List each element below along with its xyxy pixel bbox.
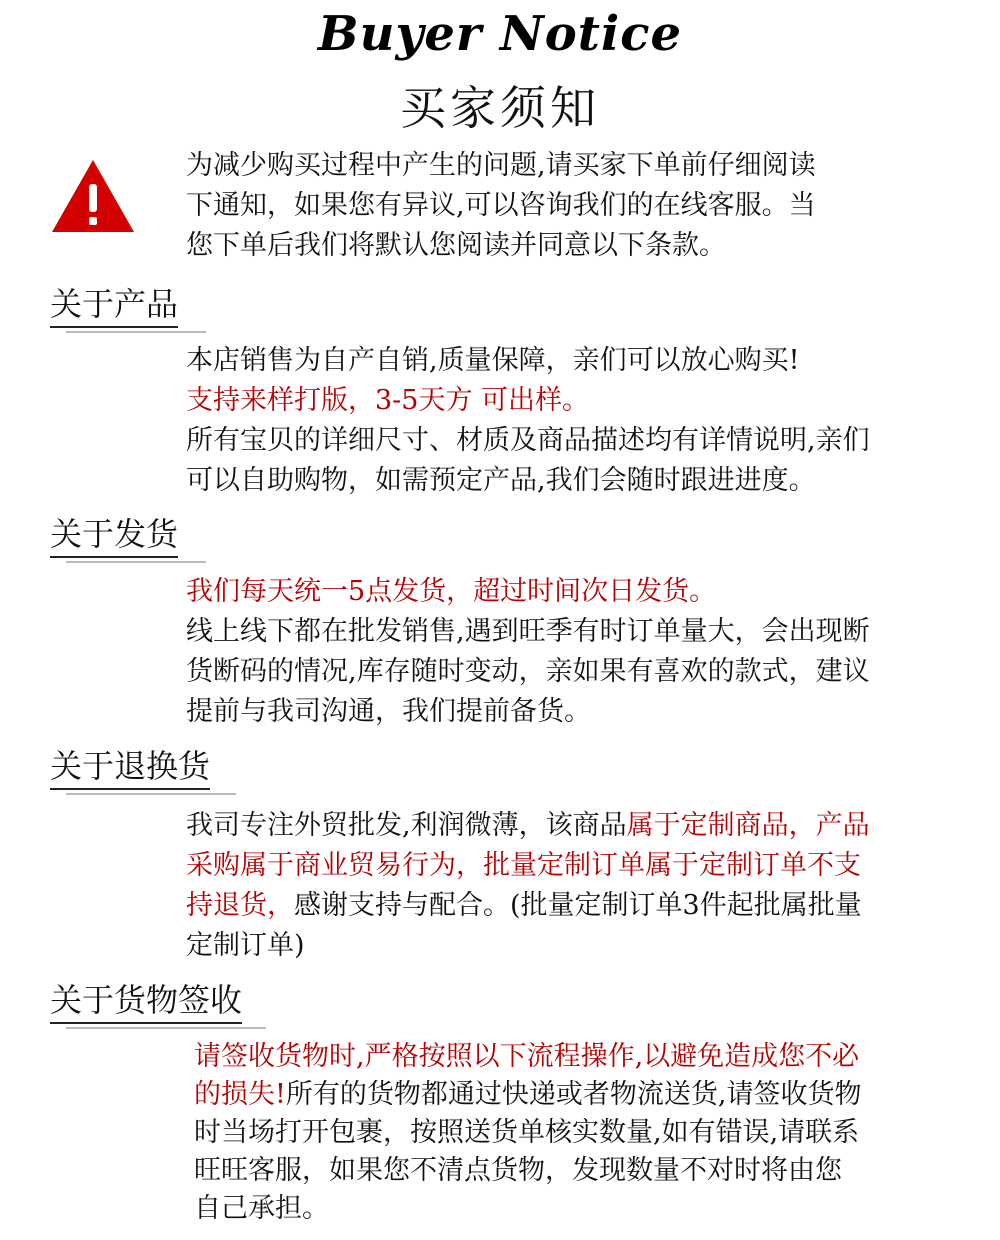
product-line: 所有宝贝的详细尺寸、材质及商品描述均有详情说明,亲们: [186, 425, 870, 456]
section-title-text: 关于货物签收: [50, 981, 243, 1019]
returns-line: [186, 806, 870, 846]
shipping-line: 提前与我司沟通，我们提前备货。: [186, 696, 591, 727]
receipt-line: [194, 1076, 861, 1114]
product-line-emphasis: 支持来样打版，3-5天方 可出样。: [186, 385, 590, 416]
product-line: 本店销售为自产自销,质量保障，亲们可以放心购买!: [186, 345, 800, 376]
receipt-text: 所有的货物都通过快递或者物流送货,请签收货物: [285, 1079, 862, 1110]
warning-triangle-icon: [50, 158, 136, 234]
title-underline: [50, 1022, 242, 1024]
returns-paragraph: [186, 806, 870, 966]
title-underline-shadow: [66, 331, 206, 333]
section-title-text: 关于发货: [50, 515, 179, 553]
shipping-line-emphasis: 我们每天统一5点发货，超过时间次日发货。: [186, 576, 717, 607]
title-underline: [50, 556, 178, 558]
intro-paragraph: [186, 146, 816, 266]
section-title-returns: [50, 746, 210, 788]
section-title-receipt: [50, 980, 242, 1022]
section-title-text: 关于退换货: [50, 747, 211, 785]
receipt-text-emphasis: 的损失!: [194, 1079, 286, 1110]
returns-line: [186, 886, 870, 926]
returns-text-emphasis: 持退货，: [186, 890, 294, 921]
product-paragraph: [186, 341, 870, 501]
intro-line: 为减少购买过程中产生的问题,请买家下单前仔细阅读: [186, 150, 816, 181]
section-title-product: [50, 284, 178, 326]
title-underline-shadow: [66, 561, 206, 563]
title-underline: [50, 788, 210, 790]
shipping-line: 线上线下都在批发销售,遇到旺季有时订单量大，会出现断: [186, 616, 870, 647]
returns-text: 感谢支持与配合。(批量定制订单3件起批属批量: [294, 890, 862, 921]
returns-text: 我司专注外贸批发,利润微薄，该商品: [186, 810, 627, 841]
receipt-line: 自己承担。: [194, 1193, 329, 1224]
title-underline: [50, 326, 178, 328]
returns-line-emphasis: 采购属于商业贸易行为，批量定制订单属于定制订单不支: [186, 850, 861, 881]
receipt-paragraph: [194, 1038, 861, 1228]
returns-text-emphasis: 属于定制商品，产品: [626, 810, 870, 841]
receipt-line: 时当场打开包裹，按照送货单核实数量,如有错误,请联系: [194, 1117, 860, 1148]
receipt-line-emphasis: 请签收货物时,严格按照以下流程操作,以避免造成您不必: [194, 1041, 860, 1072]
title-underline-shadow: [66, 1027, 266, 1029]
intro-line: 您下单后我们将默认您阅读并同意以下条款。: [186, 230, 726, 261]
shipping-paragraph: [186, 572, 870, 732]
shipping-line: 货断码的情况,库存随时变动，亲如果有喜欢的款式，建议: [186, 656, 870, 687]
title-english: Buyer Notice: [318, 6, 682, 62]
section-title-text: 关于产品: [50, 285, 179, 323]
section-title-shipping: [50, 514, 178, 556]
product-line: 可以自助购物，如需预定产品,我们会随时跟进进度。: [186, 465, 816, 496]
title-underline-shadow: [66, 793, 236, 795]
returns-line: 定制订单): [186, 930, 305, 961]
intro-line: 下通知，如果您有异议,可以咨询我们的在线客服。当: [186, 190, 816, 221]
receipt-line: 旺旺客服，如果您不清点货物，发现数量不对时将由您: [194, 1155, 842, 1186]
title-chinese: 买家须知: [400, 81, 600, 135]
